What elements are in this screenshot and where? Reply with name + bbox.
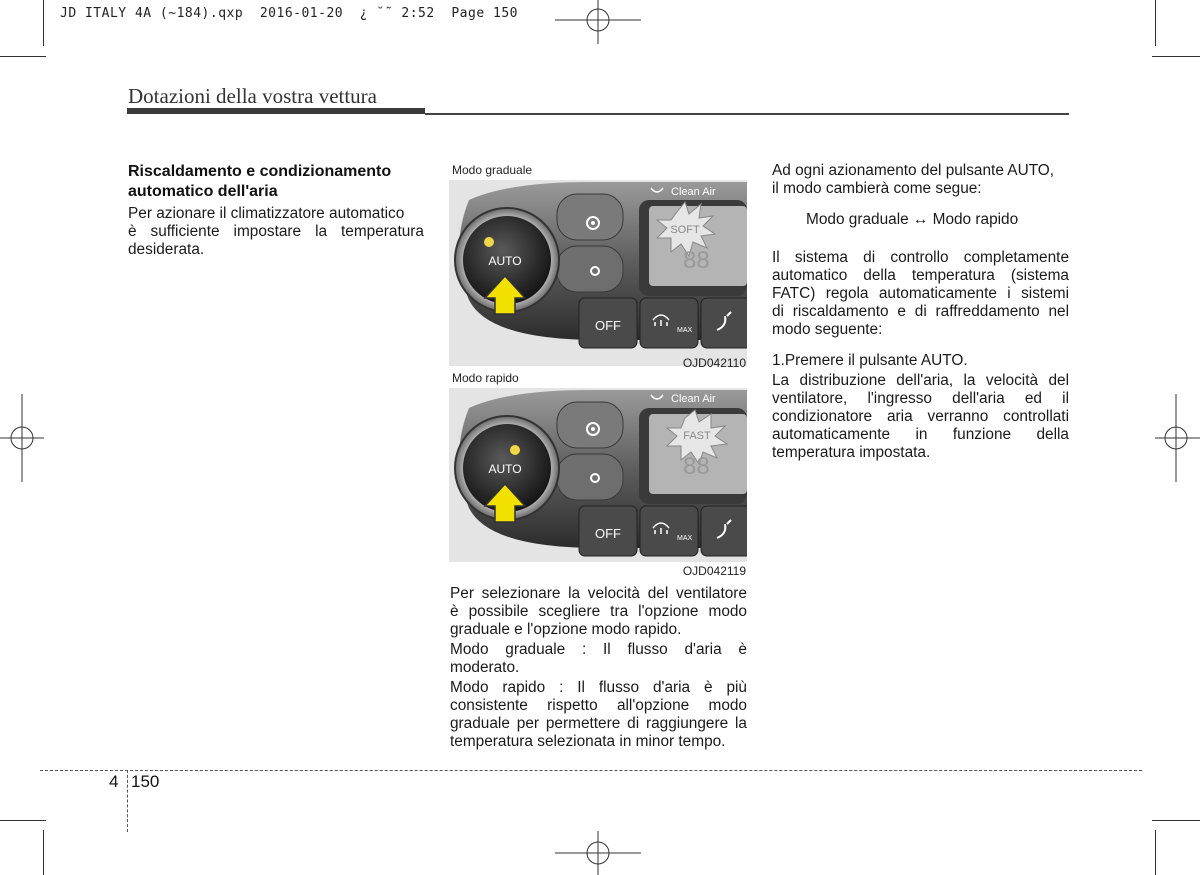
heading-line: automatico dell'aria bbox=[128, 183, 278, 200]
display-digits: 88 bbox=[683, 247, 710, 274]
chapter-number: 4 bbox=[109, 772, 119, 791]
max-label: MAX bbox=[677, 327, 693, 334]
distribution-paragraph: La distribuzione dell'aria, la velocità del ventilatore, l'ingresso dell'aria ed il condizionatore aria verranno controllati automaticamente in funzione della temperatura impostata. bbox=[772, 372, 1069, 461]
fatc-paragraph: Il sistema di controllo completamente automatico della temperatura (sistema FATC) regola automaticamente i sistemi di riscaldamento e di raffreddamento nel modo seguente: bbox=[772, 249, 1069, 338]
auto-button-paragraph: Ad ogni azionamento del pulsante AUTO, il modo cambierà come segue: bbox=[772, 162, 1055, 197]
off-label: OFF bbox=[595, 526, 621, 541]
header-rule-thick bbox=[127, 108, 425, 114]
climate-panel-figure-fast bbox=[449, 388, 747, 562]
section-title: Dotazioni della vostra vettura bbox=[128, 84, 377, 108]
rapid-mode-paragraph: Modo rapido : Il flusso d'aria è più consistente rispetto all'opzione modo graduale per permettere di raggiungere la temperatura selezionata in minor tempo. bbox=[450, 679, 747, 750]
auto-label: AUTO bbox=[488, 254, 522, 268]
display-digits: 88 bbox=[683, 453, 710, 480]
mode-label: FAST bbox=[683, 430, 711, 442]
figure-caption: Modo graduale bbox=[452, 163, 533, 177]
fan-speed-paragraph: Per selezionare la velocità del ventilatore è possibile scegliere tra l'opzione modo graduale e l'opzione modo rapido. bbox=[450, 585, 747, 638]
footer-dashed-rule bbox=[40, 770, 1142, 771]
auto-label: AUTO bbox=[488, 462, 522, 476]
indicator-icon bbox=[510, 445, 520, 455]
print-slug: JD ITALY 4A (~184).qxp 2016-01-20 ¿ ˘˜ 2:52 Page 150 bbox=[60, 6, 518, 21]
max-label: MAX bbox=[677, 535, 693, 542]
header-rule-thin bbox=[425, 113, 1069, 115]
subsection-heading bbox=[128, 162, 428, 202]
step-1: 1.Premere il pulsante AUTO. bbox=[772, 352, 968, 369]
gradual-mode-paragraph: Modo graduale : Il flusso d'aria è moderato. bbox=[450, 641, 747, 676]
figure-code: OJD042119 bbox=[682, 564, 746, 578]
heading-line: Riscaldamento e condizionamento bbox=[128, 163, 392, 180]
off-label: OFF bbox=[595, 318, 621, 333]
climate-control-illustration bbox=[449, 388, 747, 562]
clean-air-label: Clean Air bbox=[671, 186, 716, 198]
footer-dashed-divider bbox=[127, 770, 128, 832]
page-number: 150 bbox=[131, 772, 160, 791]
figure-code: OJD042110 bbox=[682, 356, 746, 370]
clean-air-label: Clean Air bbox=[671, 393, 716, 405]
intro-paragraph: Per azionare il climatizzatore automatico è sufficiente impostare la temperatura desiderata. bbox=[128, 205, 424, 258]
figure-caption: Modo rapido bbox=[452, 371, 519, 385]
climate-control-illustration bbox=[449, 180, 747, 366]
mode-label: SOFT bbox=[670, 224, 700, 236]
climate-panel-figure-soft bbox=[449, 180, 747, 366]
mode-sequence: Modo graduale ↔ Modo rapido bbox=[806, 211, 1019, 228]
indicator-icon bbox=[484, 237, 494, 247]
